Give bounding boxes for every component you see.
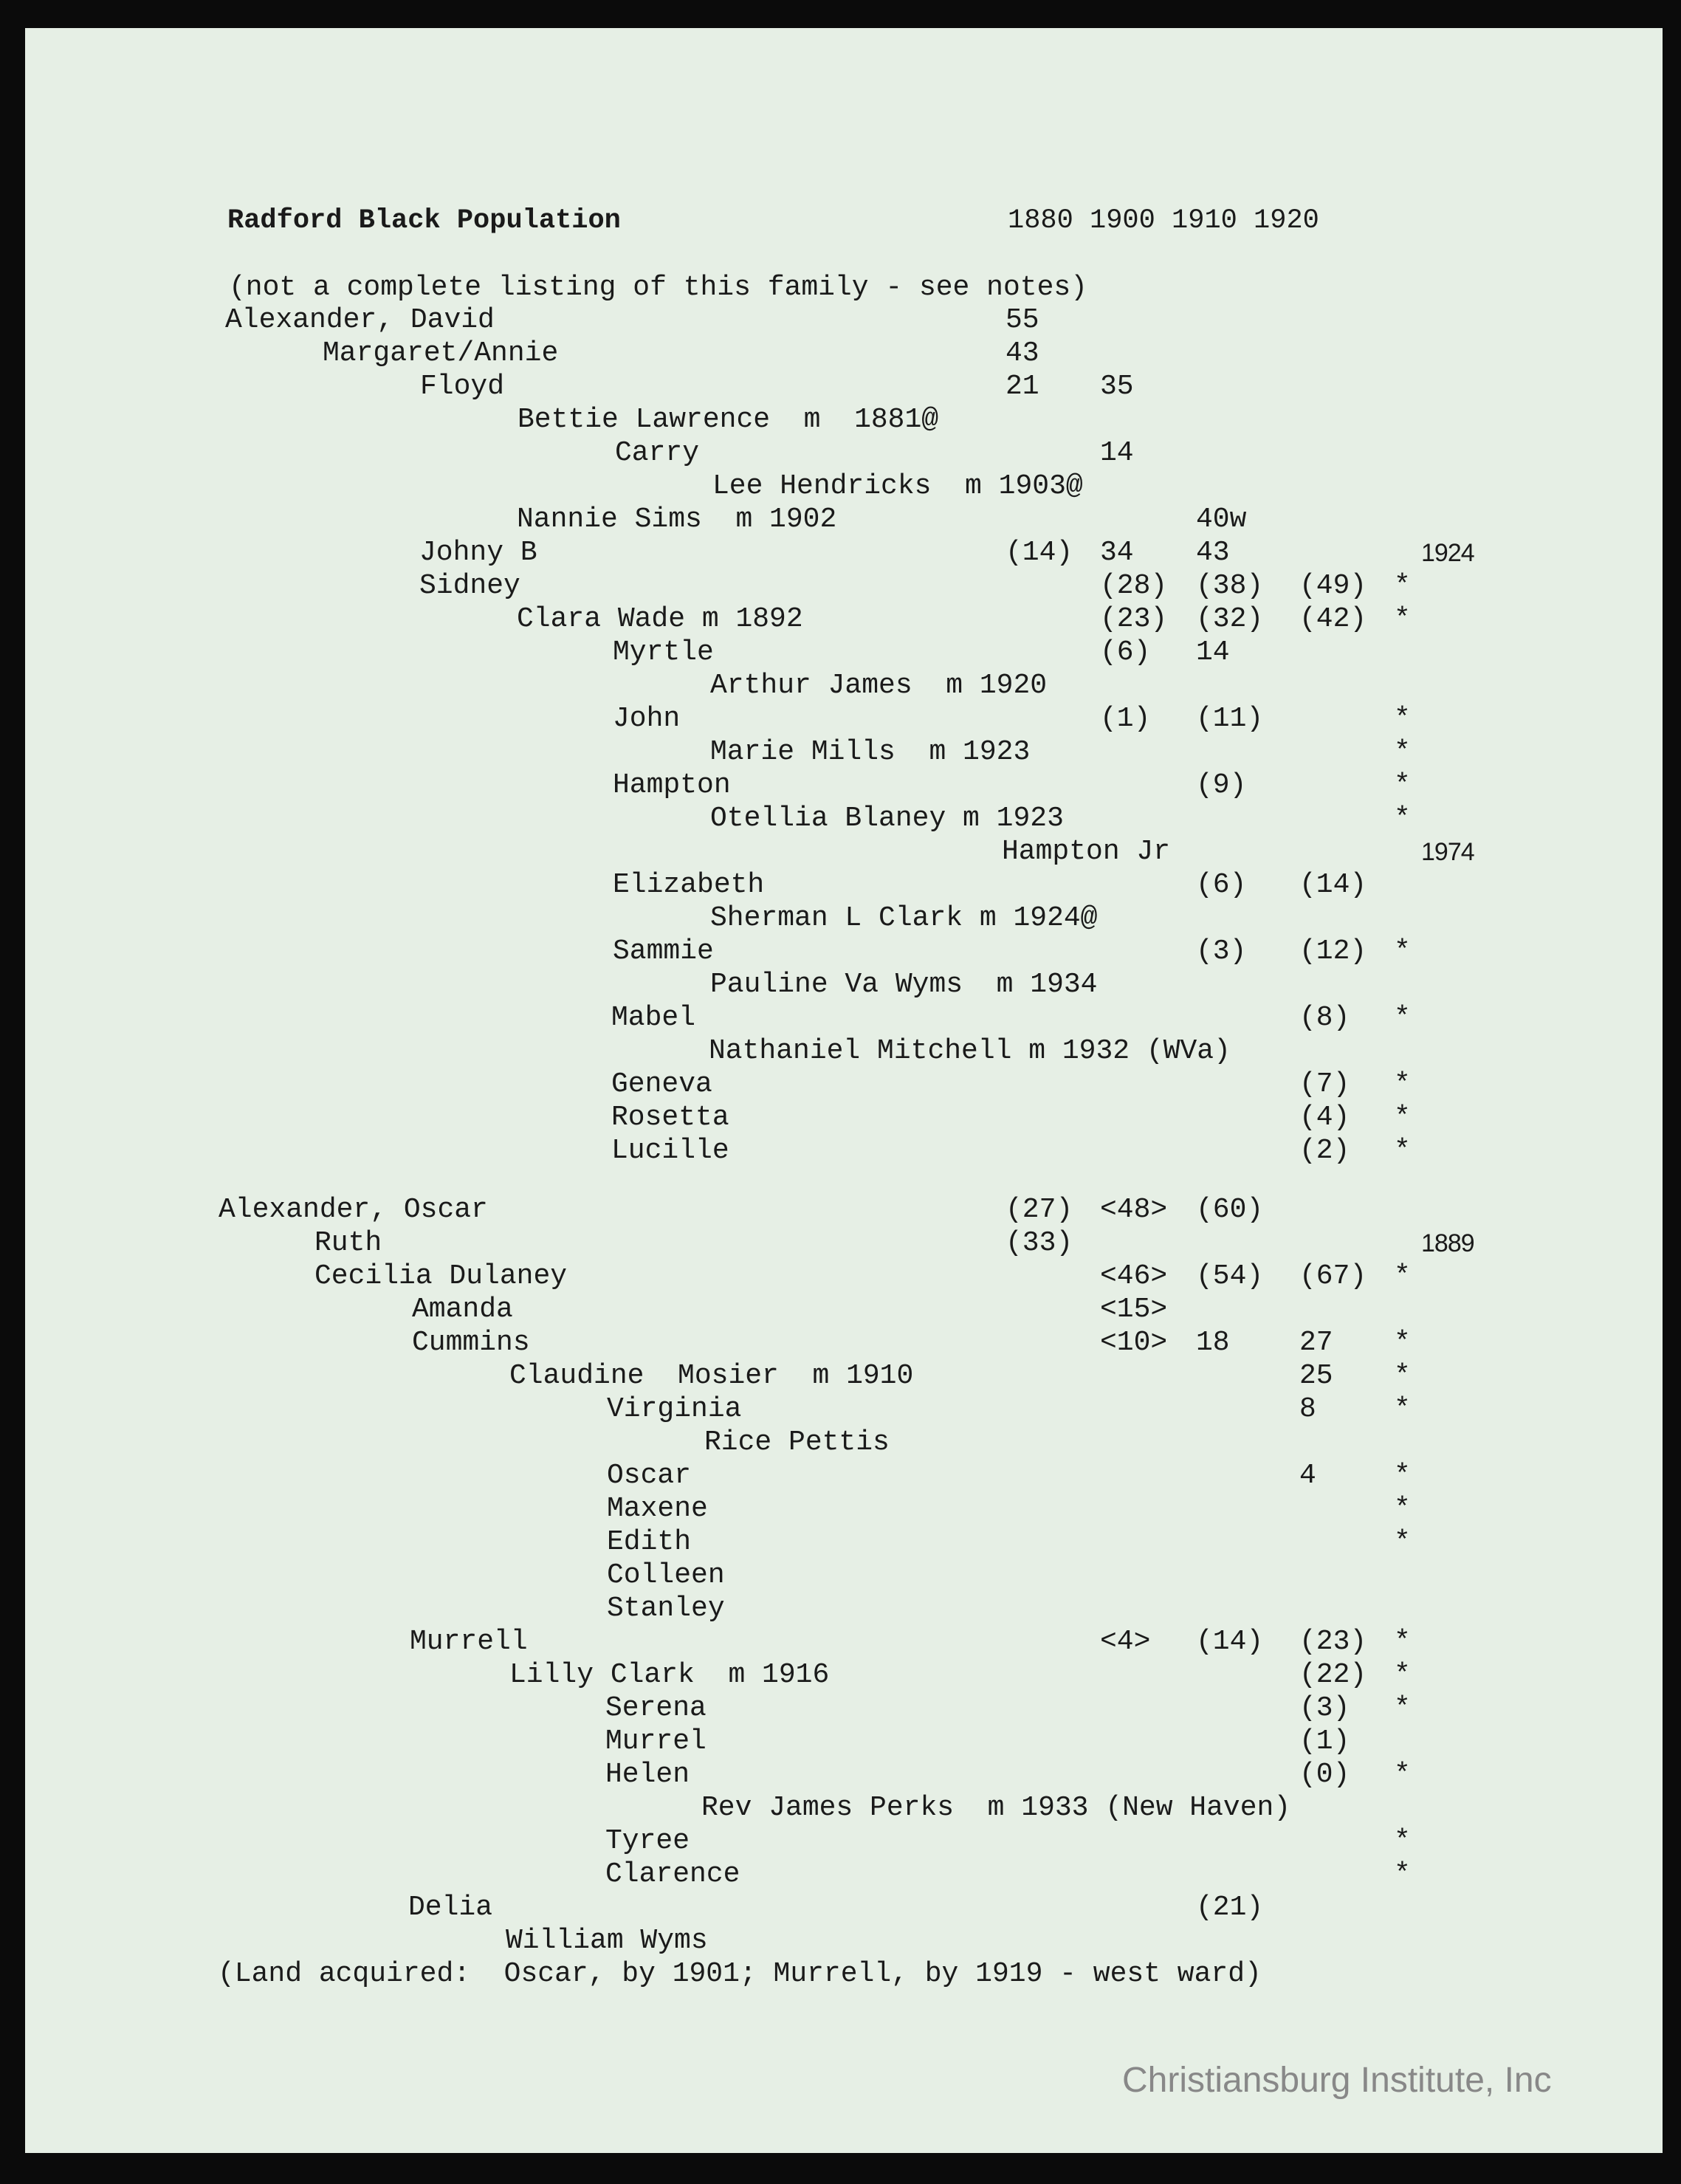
asterisk-marker: * [1394, 1460, 1411, 1491]
census-age-c1: 34 [1100, 537, 1134, 569]
census-age-c3: (42) [1299, 603, 1367, 635]
census-age-c1: (23) [1100, 603, 1168, 635]
census-age-c1: (28) [1100, 570, 1168, 602]
census-age-c3: (0) [1299, 1759, 1350, 1790]
watermark: Christiansburg Institute, Inc [1122, 2061, 1552, 2100]
asterisk-marker: * [1394, 1393, 1411, 1425]
person-entry: Clara Wade m 1892 [517, 603, 803, 635]
listing-row [0, 636, 1681, 669]
listing-row [0, 1002, 1681, 1034]
asterisk-marker: * [1394, 1759, 1411, 1790]
census-age-c3: (49) [1299, 570, 1367, 602]
person-entry: John [613, 703, 681, 735]
person-entry: Oscar [607, 1460, 692, 1491]
listing-row [0, 1593, 1681, 1625]
person-entry: Nathaniel Mitchell m 1932 (WVa) [709, 1035, 1231, 1067]
census-age-c1: 14 [1100, 437, 1134, 469]
listing-row [0, 371, 1681, 403]
person-entry: Sidney [419, 570, 520, 602]
person-entry: Lee Hendricks m 1903@ [712, 470, 1083, 502]
listing-row [0, 470, 1681, 503]
asterisk-marker: * [1394, 736, 1411, 768]
listing-row [0, 1135, 1681, 1167]
census-age-c1: <10> [1100, 1327, 1168, 1359]
asterisk-marker: * [1394, 1626, 1411, 1658]
person-entry: Cummins [412, 1327, 530, 1359]
handwritten-year: 1974 [1421, 838, 1474, 866]
asterisk-marker: * [1394, 1493, 1411, 1525]
listing-row [0, 1393, 1681, 1426]
asterisk-marker: * [1394, 803, 1411, 834]
census-age-c2: (54) [1196, 1260, 1264, 1292]
asterisk-marker: * [1394, 1135, 1411, 1167]
listing-row [0, 1759, 1681, 1791]
listing-row [0, 1958, 1681, 1991]
handwritten-year: 1924 [1421, 539, 1474, 567]
person-entry: Rosetta [611, 1102, 729, 1133]
listing-row [0, 1294, 1681, 1326]
asterisk-marker: * [1394, 1002, 1411, 1034]
census-age-c1: <48> [1100, 1194, 1168, 1226]
listing-row [0, 969, 1681, 1001]
person-entry: Alexander, Oscar [219, 1194, 488, 1226]
person-entry: Rev James Perks m 1933 (New Haven) [701, 1792, 1291, 1824]
person-entry: Johny B [419, 537, 537, 569]
listing-row [0, 935, 1681, 968]
listing-row [0, 1792, 1681, 1824]
listing-row [0, 836, 1681, 868]
person-entry: Ruth [314, 1227, 382, 1259]
census-age-c1: 35 [1100, 371, 1134, 402]
census-age-c2: 14 [1196, 636, 1230, 668]
census-age-c3: 27 [1299, 1327, 1333, 1359]
listing-row [0, 703, 1681, 735]
person-entry: Carry [615, 437, 700, 469]
census-age-c3: (1) [1299, 1725, 1350, 1757]
census-age-c0: 43 [1005, 337, 1039, 369]
person-entry: Virginia [607, 1393, 742, 1425]
person-entry: Hampton [613, 769, 731, 801]
listing-row [0, 902, 1681, 935]
listing-row [0, 1892, 1681, 1924]
listing-row [0, 1725, 1681, 1758]
census-age-c0: 21 [1005, 371, 1039, 402]
census-age-c2: (14) [1196, 1626, 1264, 1658]
person-entry: Otellia Blaney m 1923 [710, 803, 1064, 834]
listing-row [0, 304, 1681, 337]
asterisk-marker: * [1394, 570, 1411, 602]
census-age-c2: (9) [1196, 769, 1247, 801]
person-entry: Murrel [605, 1725, 707, 1757]
listing-row [0, 1194, 1681, 1226]
census-age-c2: 43 [1196, 537, 1230, 569]
listing-row [0, 1068, 1681, 1101]
listing-row [0, 670, 1681, 702]
person-entry: Murrell [410, 1626, 528, 1658]
person-entry: Myrtle [613, 636, 714, 668]
listing-row [0, 1692, 1681, 1725]
census-age-c3: 25 [1299, 1360, 1333, 1392]
asterisk-marker: * [1394, 1659, 1411, 1691]
person-entry: Mabel [611, 1002, 696, 1034]
asterisk-marker: * [1394, 1102, 1411, 1133]
census-age-c0: (33) [1005, 1227, 1073, 1259]
person-entry: Hampton Jr [1002, 836, 1171, 868]
person-entry: Lucille [611, 1135, 729, 1167]
listing-row [0, 1102, 1681, 1134]
census-age-c3: (23) [1299, 1626, 1367, 1658]
person-entry: Arthur James m 1920 [710, 670, 1048, 701]
listing-row [0, 1260, 1681, 1293]
document-title: Radford Black Population [227, 205, 621, 236]
person-entry: Helen [605, 1759, 690, 1790]
person-entry: Amanda [412, 1294, 513, 1325]
census-age-c1: <4> [1100, 1626, 1151, 1658]
asterisk-marker: * [1394, 935, 1411, 967]
census-age-c2: (6) [1196, 869, 1247, 901]
census-age-c2: (3) [1196, 935, 1247, 967]
person-entry: Bettie Lawrence m 1881@ [518, 404, 939, 436]
listing-row [0, 1825, 1681, 1858]
census-age-c2: (32) [1196, 603, 1264, 635]
listing-row [0, 1858, 1681, 1891]
person-entry: Colleen [607, 1559, 725, 1591]
listing-row [0, 1526, 1681, 1559]
listing-row [0, 1426, 1681, 1459]
person-entry: Elizabeth [613, 869, 765, 901]
person-entry: Floyd [420, 371, 505, 402]
listing-row [0, 1559, 1681, 1592]
person-entry: Cecilia Dulaney [314, 1260, 568, 1292]
person-entry: Alexander, David [225, 304, 495, 336]
listing-row [0, 803, 1681, 835]
census-age-c1: (1) [1100, 703, 1151, 735]
census-age-c3: (8) [1299, 1002, 1350, 1034]
listing-row [0, 1925, 1681, 1957]
listing-row [0, 537, 1681, 569]
person-entry: (Land acquired: Oscar, by 1901; Murrell, by 1919 - west ward) [218, 1958, 1262, 1990]
census-age-c1: <46> [1100, 1260, 1168, 1292]
census-age-c3: (2) [1299, 1135, 1350, 1167]
listing-row [0, 437, 1681, 470]
person-entry: Maxene [607, 1493, 708, 1525]
listing-row [0, 1227, 1681, 1260]
person-entry: Rice Pettis [704, 1426, 890, 1458]
person-entry: Pauline Va Wyms m 1934 [710, 969, 1098, 1000]
listing-row [0, 769, 1681, 802]
census-age-c3: 8 [1299, 1393, 1316, 1425]
asterisk-marker: * [1394, 1360, 1411, 1392]
handwritten-year: 1889 [1421, 1229, 1474, 1257]
census-age-c0: 55 [1005, 304, 1039, 336]
asterisk-marker: * [1394, 1327, 1411, 1359]
census-age-c2: (38) [1196, 570, 1264, 602]
person-entry: Tyree [605, 1825, 690, 1857]
census-years-header: 1880 1900 1910 1920 [1008, 205, 1319, 236]
census-age-c3: (12) [1299, 935, 1367, 967]
census-age-c2: (11) [1196, 703, 1264, 735]
census-age-c2: 40w [1196, 504, 1247, 535]
asterisk-marker: * [1394, 1825, 1411, 1857]
person-entry: Sherman L Clark m 1924@ [710, 902, 1098, 934]
person-entry: Stanley [607, 1593, 725, 1624]
census-age-c3: (4) [1299, 1102, 1350, 1133]
listing-row [0, 736, 1681, 769]
census-age-c3: 4 [1299, 1460, 1316, 1491]
asterisk-marker: * [1394, 1692, 1411, 1724]
census-age-c0: (14) [1005, 537, 1073, 569]
asterisk-marker: * [1394, 1260, 1411, 1292]
listing-row [0, 570, 1681, 602]
person-entry: Marie Mills m 1923 [710, 736, 1031, 768]
listing-row [0, 1626, 1681, 1658]
census-age-c3: (7) [1299, 1068, 1350, 1100]
asterisk-marker: * [1394, 603, 1411, 635]
listing-row [0, 603, 1681, 636]
listing-row [0, 404, 1681, 436]
asterisk-marker: * [1394, 1526, 1411, 1558]
person-entry: Margaret/Annie [323, 337, 559, 369]
asterisk-marker: * [1394, 769, 1411, 801]
person-entry: Clarence [605, 1858, 740, 1890]
listing-row [0, 1460, 1681, 1492]
listing-row [0, 1659, 1681, 1692]
asterisk-marker: * [1394, 1858, 1411, 1890]
census-age-c3: (14) [1299, 869, 1367, 901]
listing-row [0, 1035, 1681, 1068]
listing-row [0, 869, 1681, 902]
person-entry: Serena [605, 1692, 707, 1724]
census-age-c1: <15> [1100, 1294, 1168, 1325]
listing-row [0, 337, 1681, 370]
census-age-c0: (27) [1005, 1194, 1073, 1226]
listing-row [0, 504, 1681, 536]
census-age-c2: (21) [1196, 1892, 1264, 1923]
person-entry: Delia [408, 1892, 493, 1923]
asterisk-marker: * [1394, 703, 1411, 735]
census-age-c1: (6) [1100, 636, 1151, 668]
person-entry: (not a complete listing of this family - see notes) [229, 272, 1087, 303]
asterisk-marker: * [1394, 1068, 1411, 1100]
person-entry: Claudine Mosier m 1910 [509, 1360, 914, 1392]
person-entry: Nannie Sims m 1902 [517, 504, 837, 535]
person-entry: Edith [607, 1526, 692, 1558]
listing-row [0, 1327, 1681, 1359]
census-age-c2: (60) [1196, 1194, 1264, 1226]
census-age-c3: (3) [1299, 1692, 1350, 1724]
listing-row [0, 1493, 1681, 1525]
listing-row [0, 1360, 1681, 1393]
census-age-c2: 18 [1196, 1327, 1230, 1359]
census-age-c3: (22) [1299, 1659, 1367, 1691]
person-entry: Geneva [611, 1068, 712, 1100]
listing-row [0, 272, 1681, 304]
census-age-c3: (67) [1299, 1260, 1367, 1292]
person-entry: Lilly Clark m 1916 [509, 1659, 830, 1691]
person-entry: William Wyms [506, 1925, 708, 1957]
person-entry: Sammie [613, 935, 714, 967]
